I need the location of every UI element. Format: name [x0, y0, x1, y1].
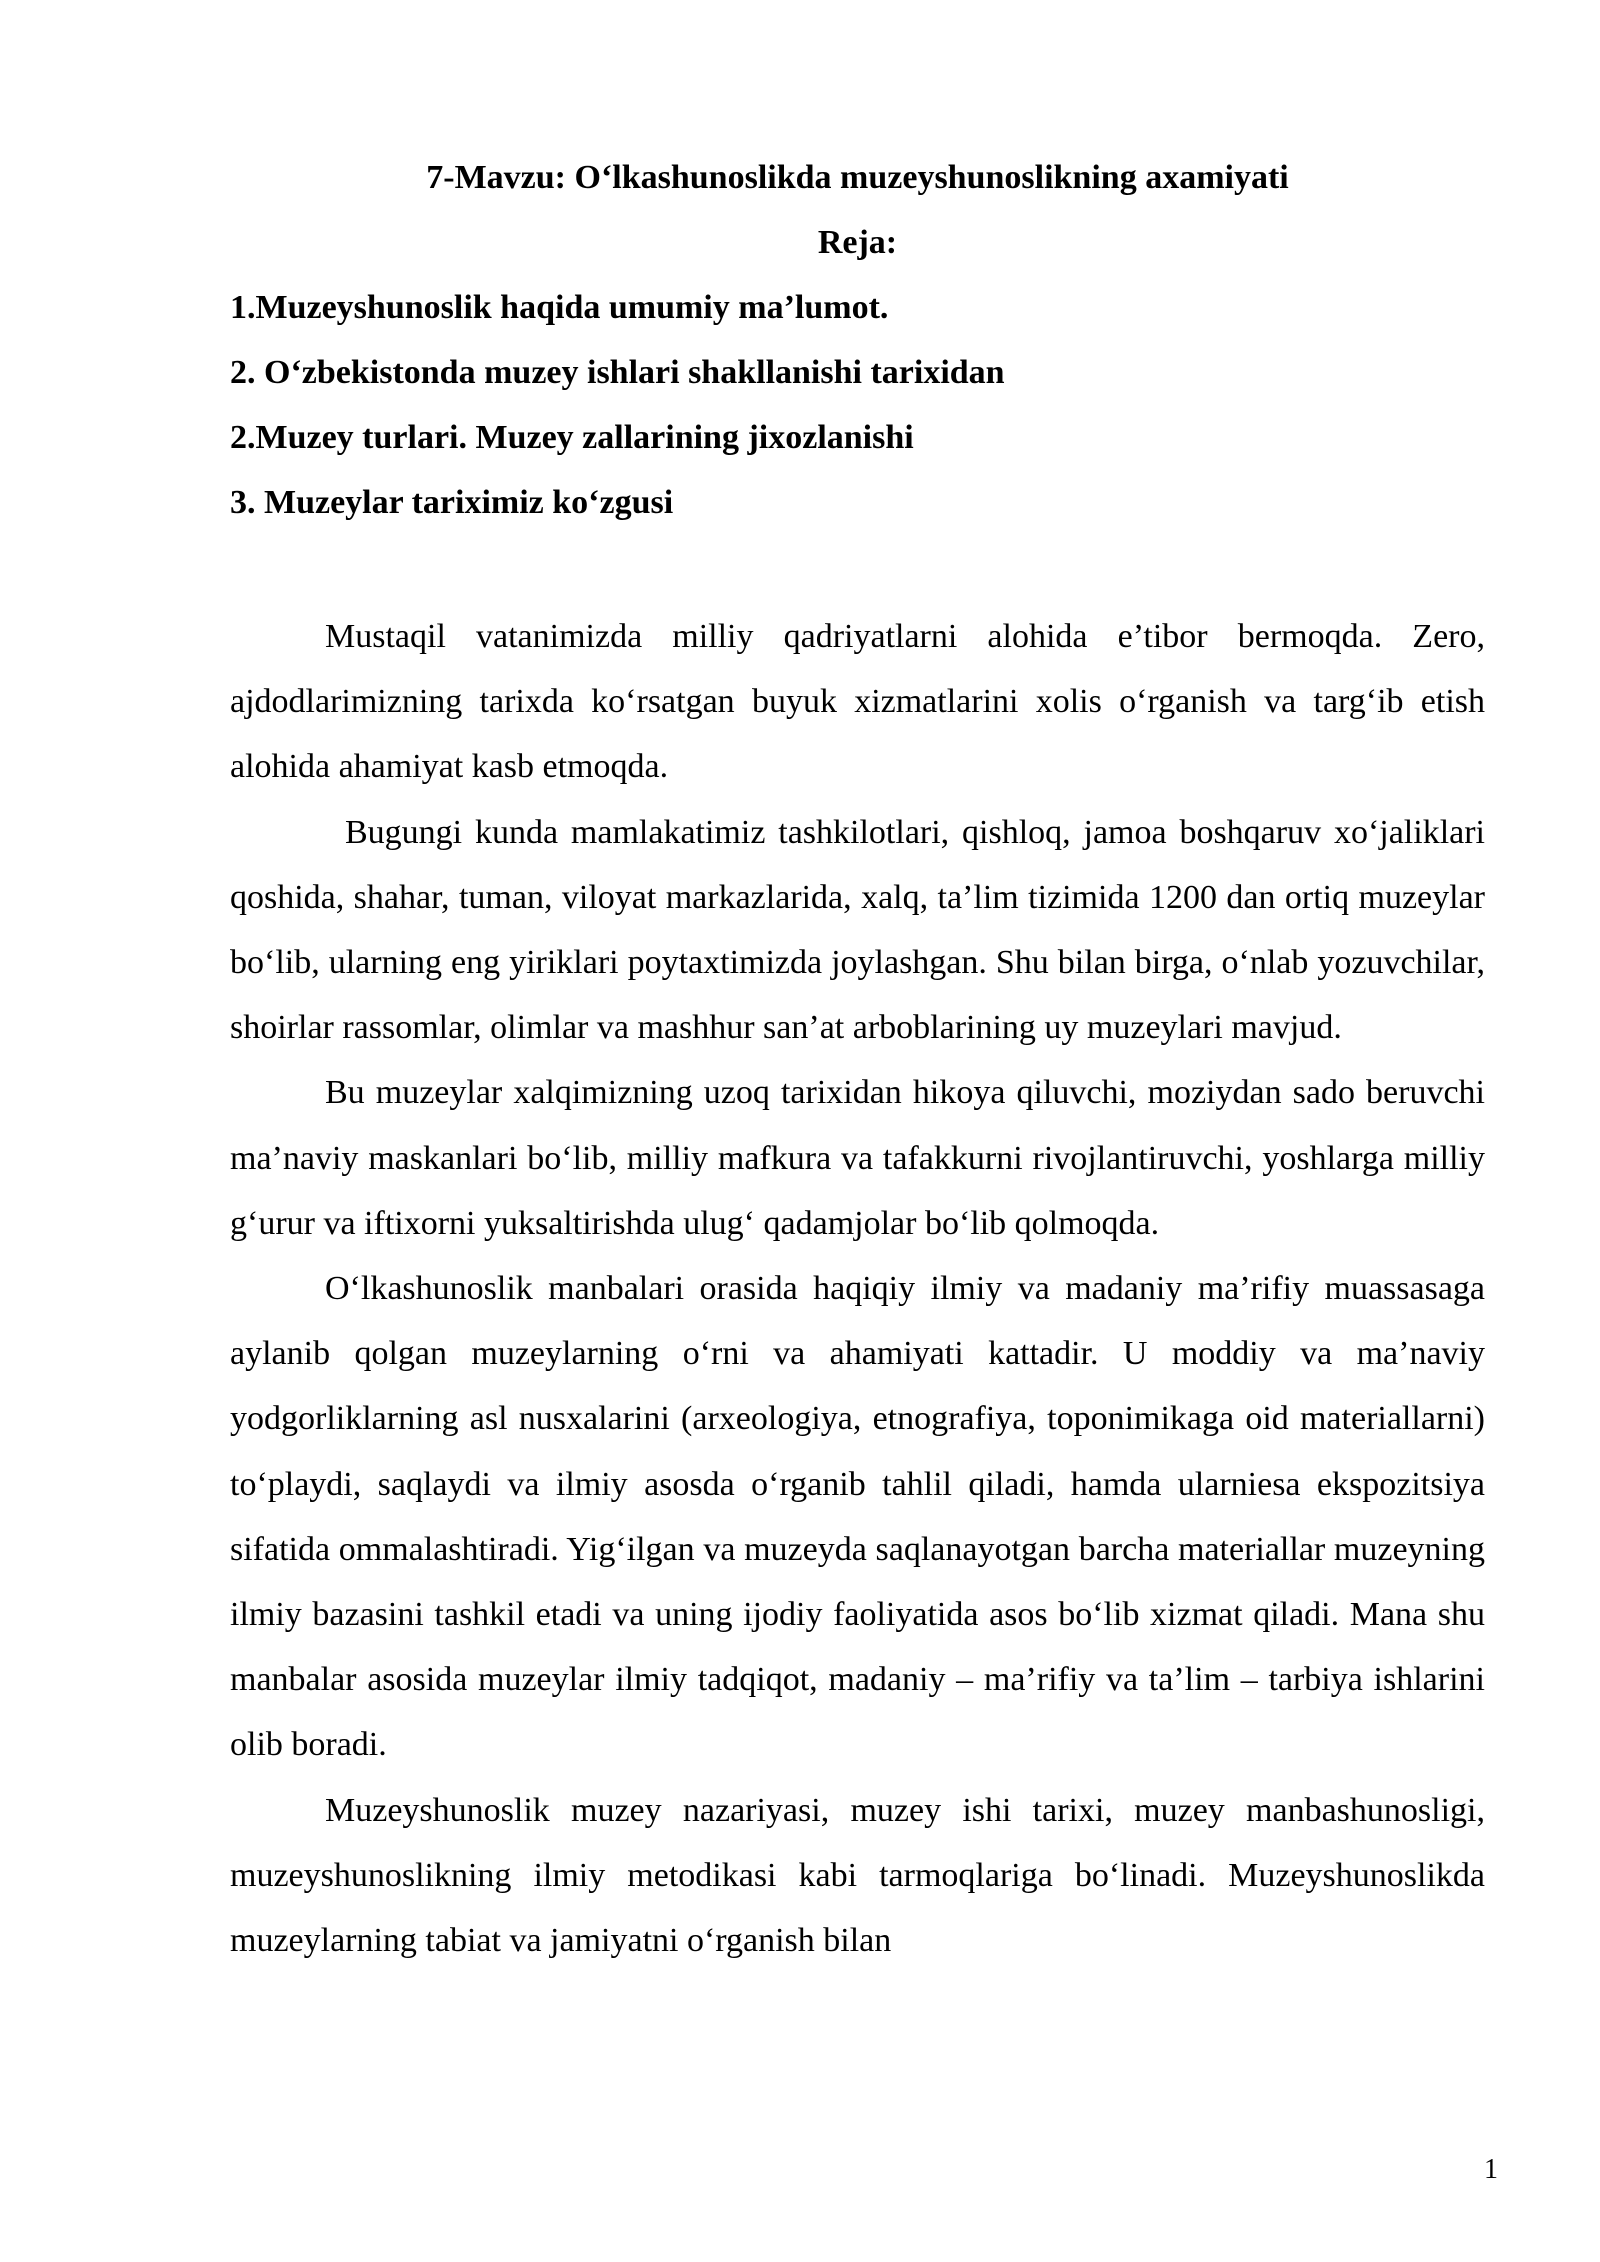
- paragraph: Mustaqil vatanimizda milliy qadriyatlarni alohida e’tibor bermoqda. Zero, ajdodlarimizning tarixda ko‘rsatgan buyuk xizmatlarini xolis o‘rganish va targ‘ib etish alohida ahamiyat kasb etmoqda.: [230, 618, 1485, 786]
- plan-list: [230, 280, 1485, 540]
- paragraph: O‘lkashunoslik manbalari orasida haqiqiy ilmiy va madaniy ma’rifiy muassasaga aylanib qolgan muzeylarning o‘rni va ahamiyati kattadir. U moddiy va ma’naviy yodgorliklarning asl nusxalarini (arxeologiya, etnografiya, toponimikaga oid materiallarni) to‘playdi, saqlaydi va ilmiy asosda o‘rganib tahlil qiladi, hamda ularniesa ekspozitsiya sifatida ommalashtiradi. Yig‘ilgan va muzeyda saqlanayotgan barcha materiallar muzeyning ilmiy bazasini tashkil etadi va uning ijodiy faoliyatida asos bo‘lib xizmat qiladi. Mana shu manbalar asosida muzeylar ilmiy tadqiqot, madaniy – ma’rifiy va ta’lim – tarbiya ishlarini olib boradi.: [230, 1270, 1485, 1764]
- page-number: 1: [1484, 2154, 1498, 2185]
- paragraph: Bu muzeylar xalqimizning uzoq tarixidan hikoya qiluvchi, moziydan sado beruvchi ma’naviy maskanlari bo‘lib, milliy mafkura va tafakkurni rivojlantiruvchi, yoshlarga milliy g‘urur va iftixorni yuksaltirishda ulug‘ qadamjolar bo‘lib qolmoqda.: [230, 1074, 1485, 1242]
- plan-item: 2.Muzey turlari. Muzey zallarining jixozlanishi: [230, 419, 914, 456]
- plan-item: 3. Muzeylar tariximiz ko‘zgusi: [230, 484, 674, 521]
- plan-item: 2. O‘zbekistonda muzey ishlari shakllanishi tarixidan: [230, 354, 1005, 391]
- paragraph: Bugungi kunda mamlakatimiz tashkilotlari, qishloq, jamoa boshqaruv xo‘jaliklari qoshida, shahar, tuman, viloyat markazlarida, xalq, ta’lim tizimida 1200 dan ortiq muzeylar bo‘lib, ularning eng yiriklari poytaxtimizda joylashgan. Shu bilan birga, o‘nlab yozuvchilar, shoirlar rassomlar, olimlar va mashhur san’at arboblarining uy muzeylari mavjud.: [230, 813, 1485, 1047]
- plan-item: 1.Muzeyshunoslik haqida umumiy ma’lumot.: [230, 289, 889, 326]
- plan-heading: Reja:: [817, 224, 898, 261]
- body-text: [230, 604, 1485, 1973]
- document-title: 7-Mavzu: O‘lkashunoslikda muzeyshunoslikning axamiyati: [426, 159, 1289, 196]
- paragraph: Muzeyshunoslik muzey nazariyasi, muzey ishi tarixi, muzey manbashunosligi, muzeyshunoslikning ilmiy metodikasi kabi tarmoqlariga bo‘linadi. Muzeyshunoslikda muzeylarning tabiat va jamiyatni o‘rganish bilan: [230, 1791, 1485, 1960]
